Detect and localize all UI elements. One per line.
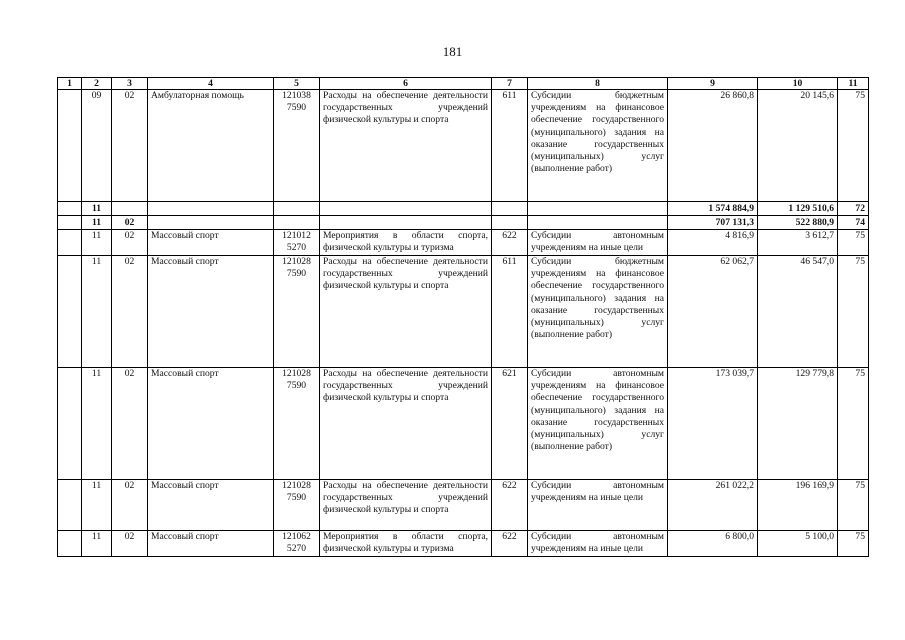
cell-section: 11: [82, 256, 112, 368]
target-article-code-part: 5270: [286, 242, 307, 254]
cell-expense-type: 622: [492, 531, 528, 557]
cell-target-article: [274, 202, 320, 216]
cell-expense-type-name: Субсидии автономным учреждениям на иные цели: [528, 230, 668, 256]
cell-subsection-name: Амбулаторная помощь: [148, 90, 274, 202]
column-header: 1: [58, 78, 82, 90]
cell-subsection: 02: [112, 480, 148, 531]
cell-section: 11: [82, 216, 112, 230]
cell-subsection: 02: [112, 368, 148, 480]
cell-expense-name: [320, 216, 492, 230]
cell-execution-percent: 75: [838, 230, 869, 256]
cell-subsection: 02: [112, 90, 148, 202]
cell-planned-amount: 62 062,7: [668, 256, 758, 368]
cell-subsection-name: Массовый спорт: [148, 531, 274, 557]
target-article-code-part: 121038: [282, 90, 311, 101]
target-article-code-part: 7590: [286, 380, 307, 392]
cell-target-article: [274, 531, 320, 557]
cell-col-1: [58, 230, 82, 256]
cell-planned-amount: 261 022,2: [668, 480, 758, 531]
table-row: [58, 216, 869, 230]
cell-expense-name: [320, 202, 492, 216]
cell-expense-type: 622: [492, 480, 528, 531]
cell-expense-name: Мероприятия в области спорта, физической культуры и туризма: [320, 531, 492, 557]
target-article-code-part: 121028: [282, 480, 311, 491]
column-header: 4: [148, 78, 274, 90]
table-body: [58, 90, 869, 557]
target-article-code-part: 7590: [286, 492, 307, 504]
cell-subsection-name: Массовый спорт: [148, 368, 274, 480]
cell-section: 11: [82, 531, 112, 557]
target-article-code-part: 121028: [282, 368, 311, 379]
cell-expense-name: Расходы на обеспечение деятельности государственных учреждений физической культуры и спорта: [320, 90, 492, 202]
cell-subsection-name: Массовый спорт: [148, 230, 274, 256]
target-article-code-part: 7590: [286, 268, 307, 280]
column-header: 8: [528, 78, 668, 90]
cell-expense-type: 611: [492, 90, 528, 202]
cell-subsection-name: [148, 216, 274, 230]
cell-execution-percent: 75: [838, 531, 869, 557]
cell-col-1: [58, 480, 82, 531]
cell-expense-type-name: Субсидии бюджетным учреждениям на финансовое обеспечение государственного (муниципального) задания на оказание государственных (муниципальных) услуг (выполнение работ): [528, 256, 668, 368]
cell-subsection: [112, 202, 148, 216]
target-article-code-part: 121012: [282, 230, 311, 241]
page-number: 181: [442, 44, 463, 59]
cell-execution-percent: 75: [838, 90, 869, 202]
cell-subsection: 02: [112, 216, 148, 230]
table-row: [58, 480, 869, 531]
cell-expense-type-name: [528, 202, 668, 216]
cell-executed-amount: 129 779,8: [758, 368, 838, 480]
cell-planned-amount: 173 039,7: [668, 368, 758, 480]
cell-planned-amount: 4 816,9: [668, 230, 758, 256]
table-row: [58, 230, 869, 256]
cell-expense-type: [492, 202, 528, 216]
cell-expense-type: 622: [492, 230, 528, 256]
target-article-code-part: 5270: [286, 543, 307, 555]
cell-target-article: [274, 256, 320, 368]
cell-executed-amount: 3 612,7: [758, 230, 838, 256]
cell-executed-amount: 522 880,9: [758, 216, 838, 230]
table-row: [58, 90, 869, 202]
cell-col-1: [58, 368, 82, 480]
cell-target-article: [274, 480, 320, 531]
cell-section: 11: [82, 480, 112, 531]
cell-expense-type: [492, 216, 528, 230]
cell-col-1: [58, 202, 82, 216]
column-header: 2: [82, 78, 112, 90]
cell-planned-amount: 26 860,8: [668, 90, 758, 202]
column-header: 6: [320, 78, 492, 90]
cell-subsection-name: Массовый спорт: [148, 480, 274, 531]
cell-subsection-name: [148, 202, 274, 216]
cell-expense-type-name: Субсидии автономным учреждениям на иные цели: [528, 480, 668, 531]
cell-col-1: [58, 90, 82, 202]
column-header: 9: [668, 78, 758, 90]
cell-executed-amount: 1 129 510,6: [758, 202, 838, 216]
cell-planned-amount: 1 574 884,9: [668, 202, 758, 216]
cell-subsection: 02: [112, 230, 148, 256]
cell-subsection: 02: [112, 531, 148, 557]
cell-section: 11: [82, 230, 112, 256]
cell-executed-amount: 46 547,0: [758, 256, 838, 368]
cell-execution-percent: 75: [838, 368, 869, 480]
cell-col-1: [58, 216, 82, 230]
column-header: 7: [492, 78, 528, 90]
cell-planned-amount: 707 131,3: [668, 216, 758, 230]
cell-expense-type-name: Субсидии автономным учреждениям на финансовое обеспечение государственного (муниципального) задания на оказание государственных (муниципальных) услуг (выполнение работ): [528, 368, 668, 480]
table-row: [58, 531, 869, 557]
cell-expense-name: Мероприятия в области спорта, физической культуры и туризма: [320, 230, 492, 256]
column-header: 5: [274, 78, 320, 90]
target-article-code-part: 7590: [286, 102, 307, 114]
cell-target-article: [274, 90, 320, 202]
cell-planned-amount: 6 800,0: [668, 531, 758, 557]
cell-target-article: [274, 368, 320, 480]
cell-expense-name: Расходы на обеспечение деятельности государственных учреждений физической культуры и спорта: [320, 480, 492, 531]
cell-execution-percent: 75: [838, 480, 869, 531]
cell-executed-amount: 20 145,6: [758, 90, 838, 202]
cell-expense-name: Расходы на обеспечение деятельности государственных учреждений физической культуры и спорта: [320, 368, 492, 480]
cell-expense-name: Расходы на обеспечение деятельности государственных учреждений физической культуры и спорта: [320, 256, 492, 368]
column-header: 11: [838, 78, 869, 90]
cell-target-article: [274, 230, 320, 256]
table-row: [58, 368, 869, 480]
cell-expense-type: 621: [492, 368, 528, 480]
cell-execution-percent: 72: [838, 202, 869, 216]
cell-executed-amount: 5 100,0: [758, 531, 838, 557]
table-row: [58, 256, 869, 368]
cell-target-article: [274, 216, 320, 230]
table-header-row: [58, 78, 869, 90]
cell-expense-type-name: Субсидии автономным учреждениям на иные цели: [528, 531, 668, 557]
budget-table: [57, 77, 869, 557]
cell-section: 11: [82, 202, 112, 216]
target-article-code-part: 121062: [282, 531, 311, 542]
table-row: [58, 202, 869, 216]
cell-subsection-name: Массовый спорт: [148, 256, 274, 368]
cell-execution-percent: 75: [838, 256, 869, 368]
cell-section: 11: [82, 368, 112, 480]
column-header: 10: [758, 78, 838, 90]
cell-col-1: [58, 256, 82, 368]
column-header: 3: [112, 78, 148, 90]
cell-expense-type-name: Субсидии бюджетным учреждениям на финансовое обеспечение государственного (муниципального) задания на оказание государственных (муниципальных) услуг (выполнение работ): [528, 90, 668, 202]
cell-expense-type-name: [528, 216, 668, 230]
cell-executed-amount: 196 169,9: [758, 480, 838, 531]
cell-section: 09: [82, 90, 112, 202]
target-article-code-part: 121028: [282, 256, 311, 267]
cell-subsection: 02: [112, 256, 148, 368]
cell-expense-type: 611: [492, 256, 528, 368]
cell-col-1: [58, 531, 82, 557]
cell-execution-percent: 74: [838, 216, 869, 230]
